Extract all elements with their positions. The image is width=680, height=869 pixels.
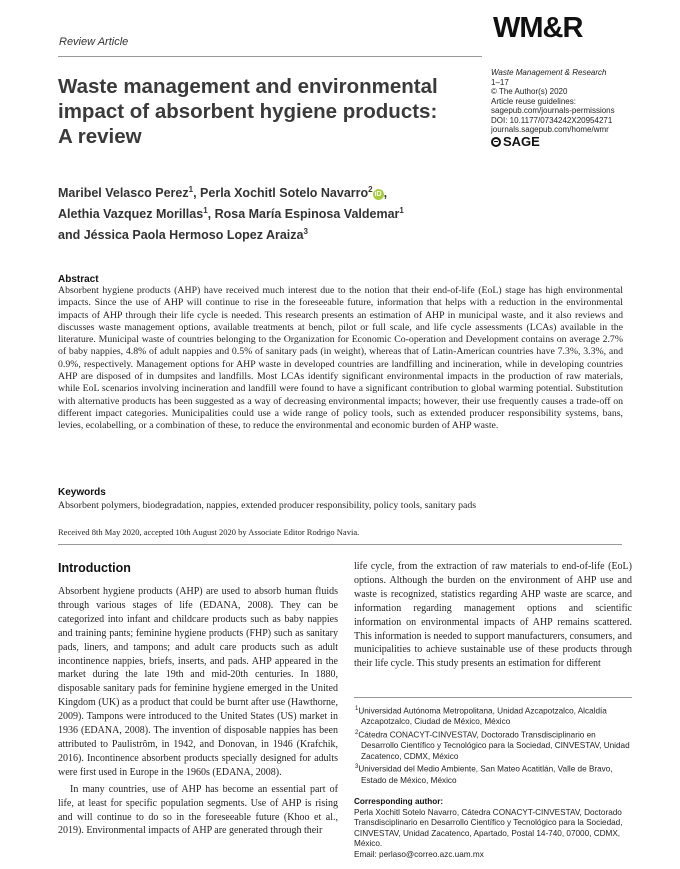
received-dates: Received 8th May 2020, accepted 10th August 2020 by Associate Editor Rodrigo Navia. (58, 527, 360, 537)
copyright: © The Author(s) 2020 (491, 87, 568, 96)
journal-logo (493, 12, 582, 45)
page-range: 1–17 (491, 77, 509, 87)
doi-link[interactable]: DOI: 10.1177/0734242X20954271 (491, 115, 613, 125)
abstract-heading: Abstract (58, 274, 99, 285)
article-type-label: Review Article (59, 36, 129, 48)
introduction-heading: Introduction (58, 561, 131, 575)
author-separator: , (193, 186, 201, 201)
author-affiliation-ref: 3 (303, 227, 308, 237)
author-name[interactable]: Rosa María Espinosa Valdemar (214, 207, 400, 222)
publisher-logo (491, 133, 671, 149)
affiliation-number: 2 (355, 729, 359, 736)
author-name[interactable]: Maribel Velasco Perez (58, 186, 189, 201)
footnote-divider (354, 697, 632, 698)
author-list (58, 181, 448, 244)
corresponding-author-heading: Corresponding author: (354, 797, 444, 806)
reuse-link[interactable]: sagepub.com/journals-permissions (491, 106, 615, 115)
abstract-text: Absorbent hygiene products (AHP) have received much interest due to the notion that their end-of-life (EoL) stage has high environmental impacts. Since the use of AHP will continue to rise in the foreseeable future, information that helps with a reduction in the environmental impacts of AHP through their life cycle is needed. This research presents an estimation of AHP in municipal waste, and it also reviews and discusses waste management options, available treatments at bench, pilot or full scale, and life cycle assessments (LCAs) available in the literature. Municipal waste of countries belonging to the Organization for Economic Co-operation and Development contains on average 2.7% of baby nappies, 4.8% of adult nappies and 0.5% of sanitary pads (in weight), whereas that of Latin-American countries have 7.3%, 3.3%, and 0.9%, respectively. Management options for AHP waste in developed countries are landfilling and incineration, while in developing countries AHP are disposed of in dumpsites and landfills. Most LCAs identify significant environmental impacts in the production of raw materials, while EoL scenarios involving incineration and landfill were found to have a significant contribution to global warming potential. Substitution with alternative products has been suggested as a way of decreasing environmental impacts; however, their use frequently causes a trade-off on different impact categories. Municipalities could use a wide range of policy tools, such as extended producer responsibility systems, bans, levies, ecolabelling, or a combination of these, to reduce the environmental and economic burden of AHP waste. (58, 285, 623, 432)
author-affiliation-ref: 1 (203, 206, 208, 216)
corresponding-author-email[interactable]: Email: perlaso@correo.azc.uam.mx (354, 849, 484, 859)
paragraph: Absorbent hygiene products (AHP) are used to absorb human fluids through various stages of life (EDANA, 2008). They can be categorized into infant and childcare products such as baby nappies and training pants; feminine hygiene products (FHP) such as sanitary pads, liners, and tampons; and adult care products such as adult incontinence nappies, briefs, inserts, and pads. AHP appeared in the market during the late 19th and mid-20th centuries. In 1880, disposable sanitary pads for feminine hygiene emerged in the United Kingdom (UK) as a product that could be burnt after use (Hawthorne, 2009). Tampons were introduced to the United States (US) market in 1936 (EDANA, 2008). The invention of disposable nappies has been attributed to Paulistrôm, in 1942, and Donovan, in 1946 (Krafchik, 2016). Incontinence absorbent products specially designed for adults were first used in Europe in the 1960s (EDANA, 2008). (58, 586, 338, 778)
affiliation (354, 704, 634, 728)
corresponding-author (354, 797, 634, 861)
body-column-right (354, 560, 632, 671)
affiliation-text: Universidad del Medio Ambiente, San Mateo Acatitlán, Valle de Bravo, Estado de México, México (358, 765, 613, 785)
affiliation (354, 728, 634, 763)
paragraph: In many countries, use of AHP has become an essential part of life, at least for specific population segments. Use of AHP is rising and will continue to do so in the foreseeable future (Khoo et al., 2019). Environmental impacts of AHP are generated through their (58, 783, 338, 837)
affiliation-number: 3 (355, 764, 359, 771)
author-affiliation-ref: 2 (368, 185, 373, 194)
keywords-section (58, 487, 623, 512)
journal-logo-text: WM&R (493, 12, 583, 44)
affiliation (354, 762, 634, 786)
publisher-name: SAGE (503, 133, 540, 149)
affiliation-text: Cátedra CONACYT-CINVESTAV, Doctorado Transdisciplinario en Desarrollo Científico y Tecnológico para la Sociedad, CINVESTAV, Unidad Zacatenco, CDMX, México (358, 730, 630, 761)
author-name[interactable]: and Jéssica Paola Hermoso Lopez Araiza (58, 228, 304, 243)
article-title: Waste management and environmental impact of absorbent hygiene products: A review (58, 75, 438, 148)
keywords-text: Absorbent polymers, biodegradation, nappies, extended producer responsibility, policy tools, sanitary pads (58, 500, 477, 511)
keywords-heading: Keywords (58, 487, 106, 498)
body-column-left (58, 585, 338, 838)
author-name[interactable]: Alethia Vazquez Morillas (58, 207, 204, 222)
sage-icon (491, 137, 501, 147)
orcid-icon[interactable]: iD (374, 191, 382, 199)
abstract-section (58, 274, 623, 433)
author-separator: , (383, 186, 388, 201)
front-matter-divider (58, 544, 622, 545)
affiliation-list (354, 704, 634, 786)
affiliation-text: Universidad Autónoma Metropolitana, Unidad Azcapotzalco, Alcaldía Azcapotzalco, Ciudad de México, México (358, 706, 607, 727)
author-affiliation-ref: 1 (188, 185, 194, 194)
header-divider (58, 56, 482, 57)
affiliation-number: 1 (355, 706, 359, 712)
journal-link[interactable]: journals.sagepub.com/home/wmr (491, 125, 609, 134)
author-affiliation-ref: 1 (399, 206, 404, 216)
paragraph: life cycle, from the extraction of raw materials to end-of-life (EoL) options. Although the burden on the environment of AHP use and waste is recognized, statistics regarding AHP waste are scarce, and information regarding management options and scientific information on environmental impacts of AHP remains scattered. This information is needed to support manufacturers, consumers, and municipalities to achieve sustainable use of these products through their life cycle. This study presents an estimation for different (354, 561, 632, 670)
author-name[interactable]: Perla Xochitl Sotelo Navarro (200, 186, 369, 201)
corresponding-author-details: Perla Xochitl Sotelo Navarro, Cátedra CONACYT-CINVESTAV, Doctorado Transdisciplinario en Desarrollo Científico y Tecnológico para la Sociedad, CINVESTAV, Unidad Zacatenco, Apartado, Postal 14-740, 07000, CDMX, México. (354, 807, 623, 849)
journal-name: Waste Management & Research (491, 68, 607, 77)
reuse-label: Article reuse guidelines: (491, 96, 576, 106)
author-separator: , (207, 207, 215, 222)
journal-info (491, 68, 671, 147)
